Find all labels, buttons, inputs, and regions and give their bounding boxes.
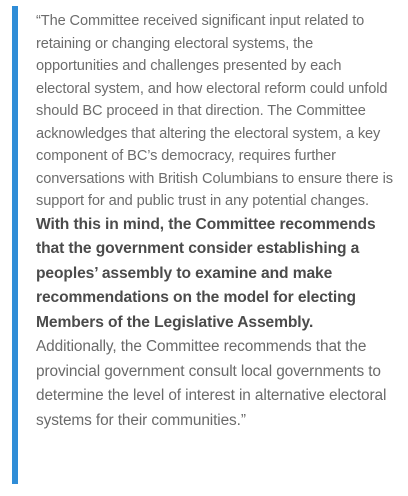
quote-lead-text: “The Committee received significant input related to retaining or changing electoral systems, the opportunities and challenges presented by each electoral system, and how electoral reform could unfold should BC proceed in that direction. The Committee acknowledges that altering the electoral system, a key component of BC’s democracy, requires further conversations with British Columbians to ensure there is support for and public trust in any potential changes. [36,13,393,209]
quote-paragraph [36,10,396,433]
quote-tail-text: Additionally, the Committee recommends that the provincial government consult local governments to determine the level of interest in alternative electoral systems for their communities.” [36,338,387,429]
quote-accent-bar [12,6,18,484]
quote-emphasis-text: With this in mind, the Committee recommends that the government consider establishing a peoples’ assembly to examine and make recommendations on the model for electing Members of the Legislative Assembly. [36,215,376,331]
